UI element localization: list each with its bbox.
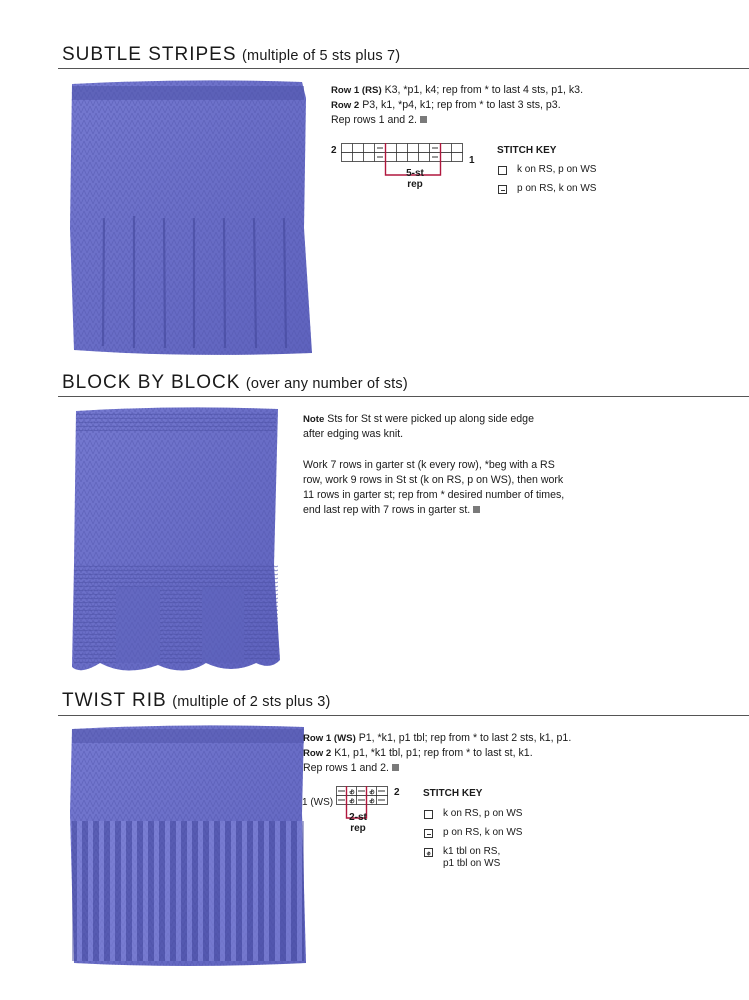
chart-row-label-bottom: 1 (WS) (302, 797, 334, 808)
body-line: row, work 9 rows in St st (k on RS, p on WS), then work (303, 474, 564, 486)
body-line: 11 rows in garter st; rep from * desired number of times, (303, 489, 565, 501)
section-title-block-by-block (62, 372, 408, 394)
row-text: K1, p1, *k1 tbl, p1; rep from * to last st, k1. (331, 747, 533, 759)
chart-row-label-top: 2 (394, 787, 400, 798)
row-label: Row 1 (RS) (331, 85, 382, 96)
stitch-key-item: k on RS, p on WS (517, 164, 597, 175)
section-divider (58, 715, 749, 716)
chart-row-label-top: 2 (331, 145, 337, 156)
purl-stitch-icon (498, 185, 507, 194)
note-label: Note (303, 414, 325, 425)
section-title-twist-rib (62, 690, 331, 712)
row-text: P3, k1, *p4, k1; rep from * to last 3 sts, p3. (359, 99, 561, 111)
row-2-instruction (331, 98, 561, 113)
repeat-word-text: rep (407, 179, 423, 190)
row-1-instruction (331, 83, 583, 98)
section-title-text: TWIST RIB (62, 690, 167, 711)
knit-stitch-icon (498, 166, 507, 175)
row-text: P1, *k1, p1 tbl; rep from * to last 2 sts, k1, p1. (355, 732, 572, 744)
chart-repeat-label (400, 168, 430, 190)
twisted-stitch-icon (424, 848, 433, 857)
note-line-2: after edging was knit. (303, 428, 404, 440)
purl-stitch-icon (424, 829, 433, 838)
knit-stitch-icon (424, 810, 433, 819)
section-divider (58, 68, 749, 69)
note-text: Sts for St st were picked up along side edge (324, 413, 534, 425)
repeat-text: Rep rows 1 and 2. (331, 114, 417, 126)
swatch-image-block-by-block (66, 405, 288, 680)
row-label: Row 1 (WS) (303, 733, 356, 744)
body-text: end last rep with 7 rows in garter st. (303, 504, 471, 516)
stitch-key-item: p1 tbl on WS (443, 858, 501, 869)
stitch-key-title: STITCH KEY (423, 788, 483, 799)
body-line-last (303, 503, 480, 518)
row-label: Row 2 (331, 100, 360, 111)
end-square-icon (420, 116, 427, 123)
row-text: K3, *p1, k4; rep from * to last 4 sts, p1, k3. (381, 84, 584, 96)
section-title-text: SUBTLE STRIPES (62, 44, 237, 65)
swatch-image-subtle-stripes (66, 78, 318, 358)
section-title-subtle-stripes (62, 44, 400, 66)
section-divider (58, 396, 749, 397)
end-square-icon (392, 764, 399, 771)
end-square-icon (473, 506, 480, 513)
body-line: Work 7 rows in garter st (k every row), *beg with a RS (303, 459, 555, 471)
stitch-key-title: STITCH KEY (497, 145, 557, 156)
section-subtitle-text: (multiple of 5 sts plus 7) (242, 48, 401, 64)
repeat-word-text: rep (350, 823, 366, 834)
section-subtitle-text: (multiple of 2 sts plus 3) (172, 694, 331, 710)
stitch-key-item: p on RS, k on WS (443, 827, 523, 838)
row-label: Row 2 (303, 748, 332, 759)
chart-repeat-label (344, 812, 372, 834)
repeat-text: Rep rows 1 and 2. (303, 762, 389, 774)
repeat-instruction (331, 113, 427, 128)
section-title-text: BLOCK BY BLOCK (62, 372, 241, 393)
section-subtitle-text: (over any number of sts) (245, 376, 408, 392)
stitch-key-item: k on RS, p on WS (443, 808, 523, 819)
swatch-image-twist-rib (66, 723, 311, 970)
row-2-instruction (303, 746, 533, 761)
note-line-1 (303, 412, 534, 427)
repeat-count-text: 5-st (406, 168, 424, 179)
stitch-key-item: p on RS, k on WS (517, 183, 597, 194)
repeat-count-text: 2-st (349, 812, 367, 823)
row-1-instruction (303, 731, 571, 746)
chart-row-label-bottom: 1 (469, 155, 475, 166)
repeat-instruction (303, 761, 399, 776)
stitch-key-item: k1 tbl on RS, (443, 846, 501, 857)
